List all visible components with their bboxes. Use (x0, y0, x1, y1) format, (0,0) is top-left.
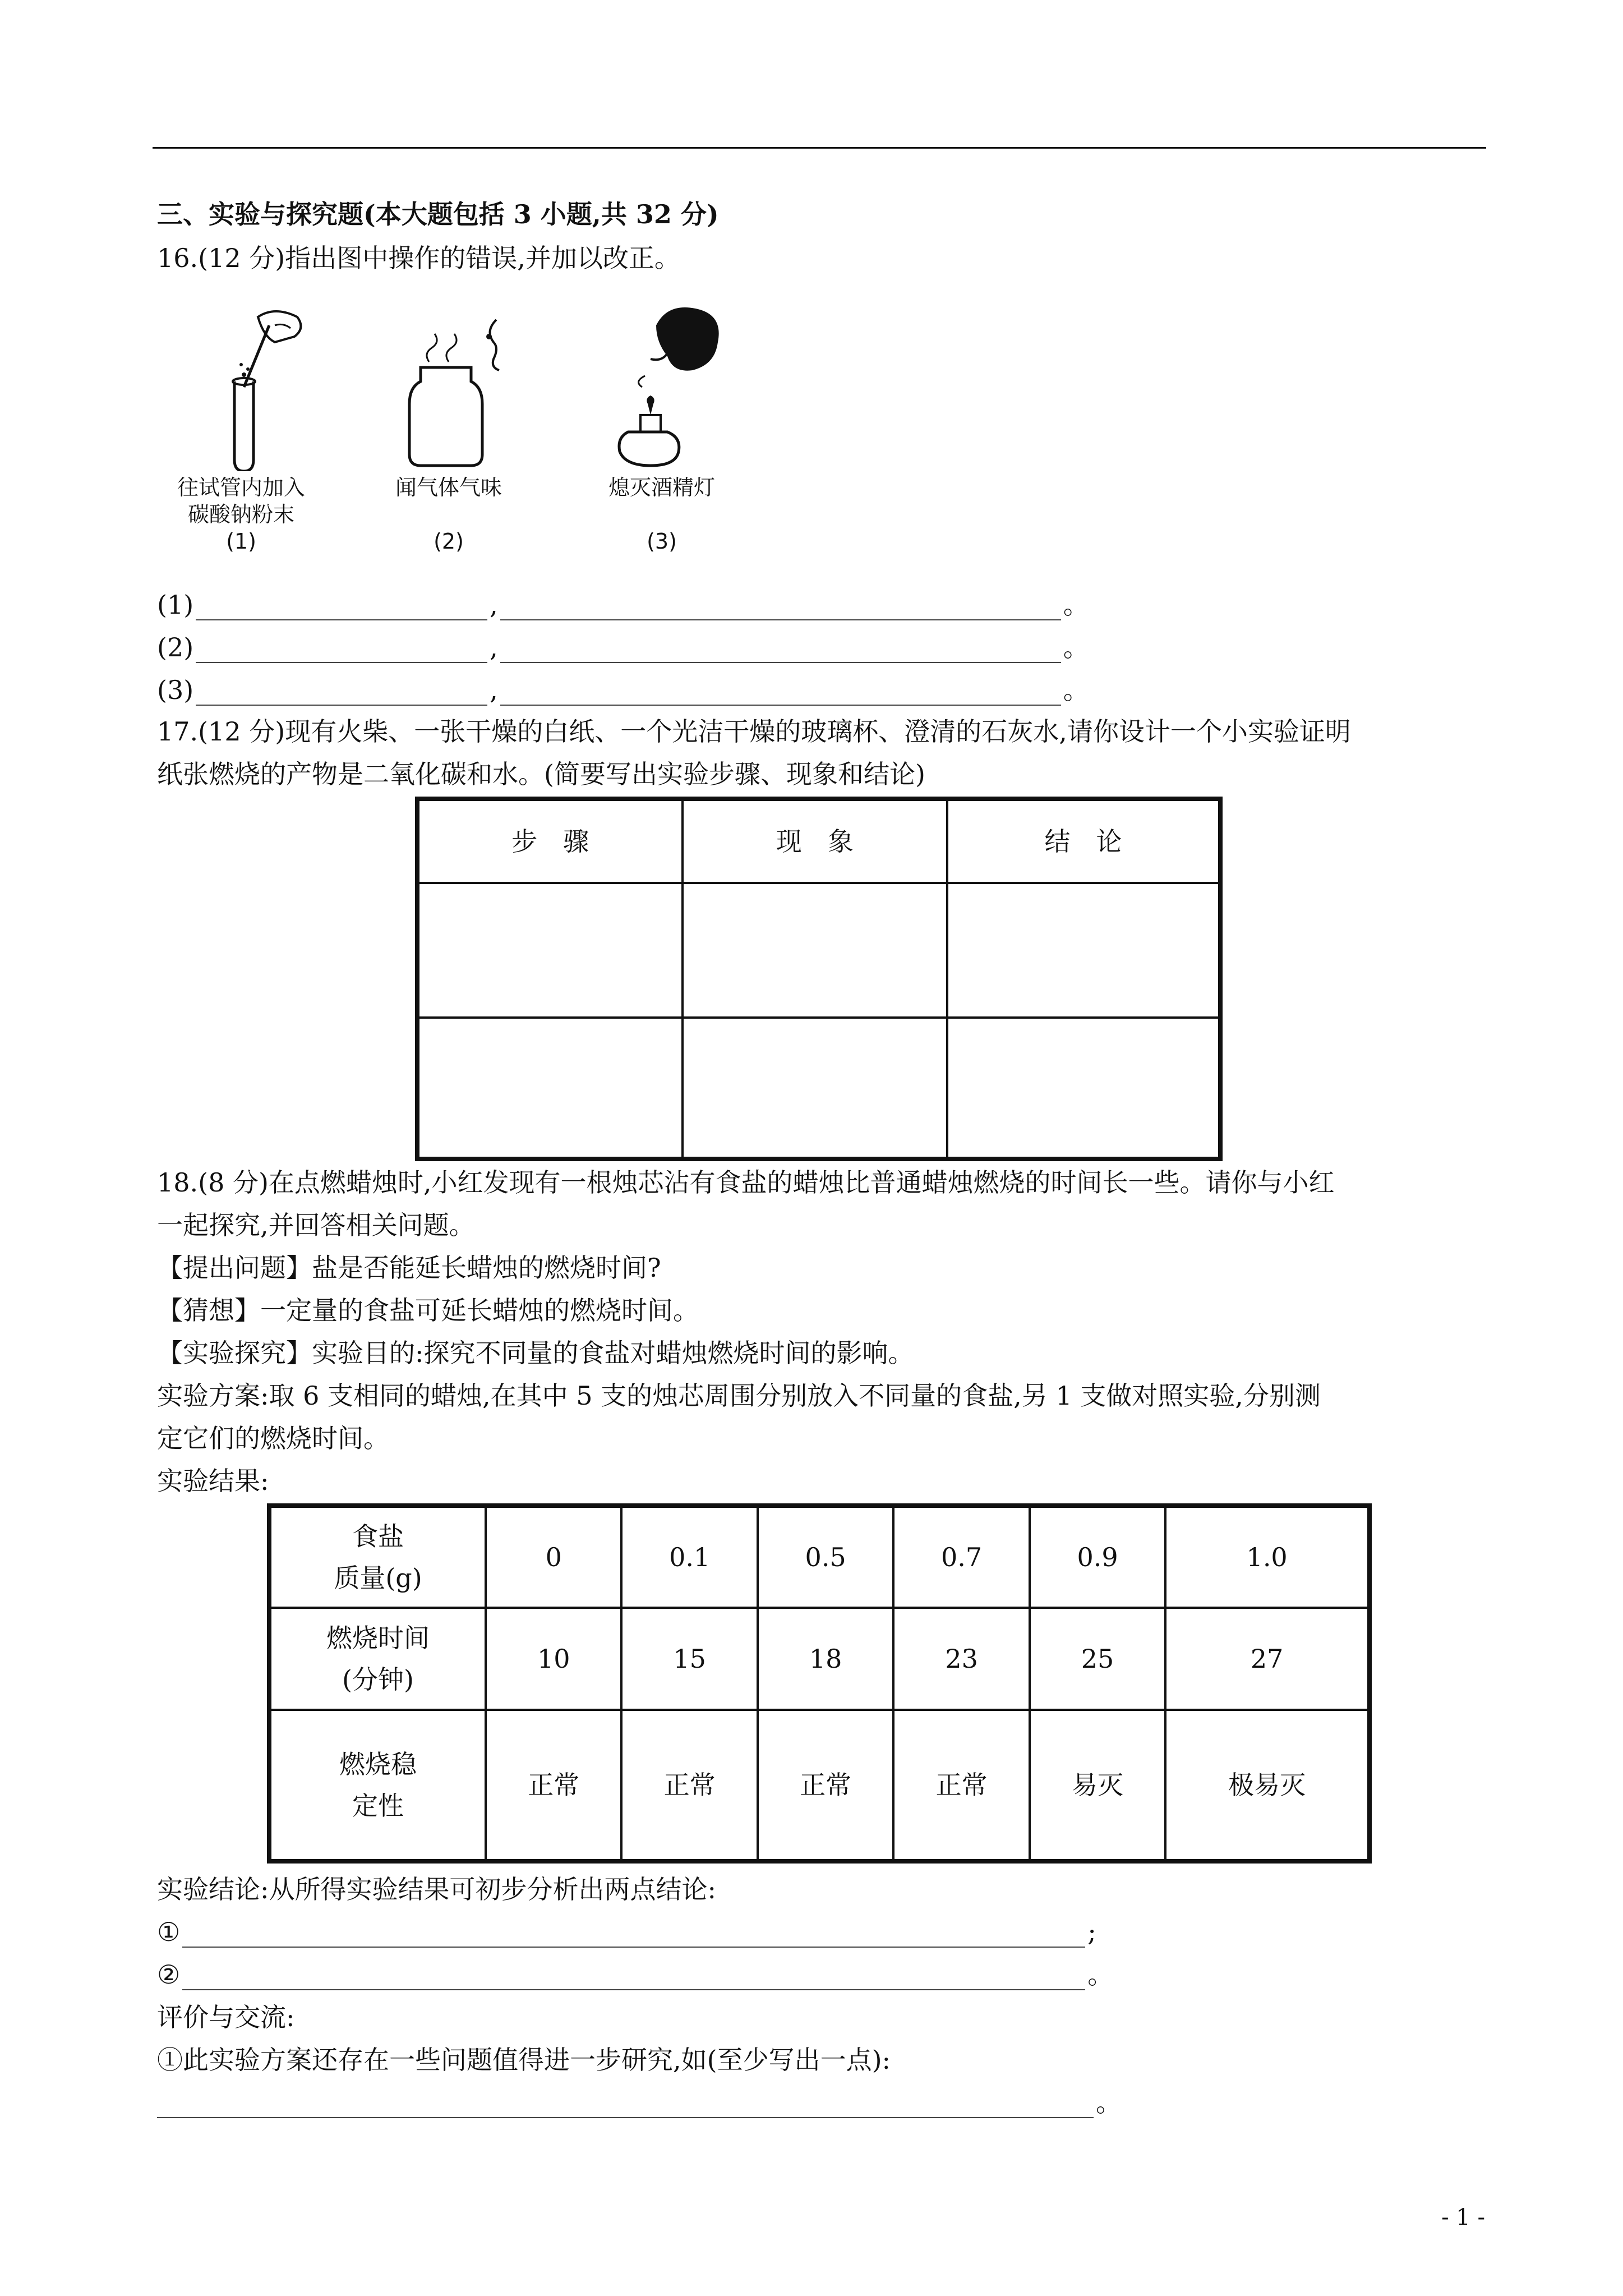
salt-mass-cell: 0.9 (1030, 1506, 1165, 1608)
conclusion-2-blank[interactable] (182, 1967, 1085, 1990)
row-header-burn-time: 燃烧时间 (分钟) (269, 1608, 486, 1710)
answer-1-blank-b[interactable] (500, 597, 1061, 620)
figure-2-number: (2) (434, 529, 464, 554)
stability-cell: 正常 (621, 1710, 757, 1861)
salt-mass-cell: 0.1 (621, 1506, 757, 1608)
stability-cell: 正常 (486, 1710, 621, 1861)
stability-cell: 易灭 (1030, 1710, 1165, 1861)
q17-cell[interactable] (683, 883, 948, 1018)
q17-cell[interactable] (417, 1018, 683, 1159)
q17-cell[interactable] (947, 1018, 1220, 1159)
conclusion-label: 实验结论:从所得实验结果可初步分析出两点结论: (157, 1874, 716, 1904)
q18-plan-line2: 定它们的燃烧时间。 (157, 1423, 389, 1453)
q18-result-label: 实验结果: (157, 1466, 269, 1496)
row-header-salt-mass: 食盐 质量(g) (269, 1506, 486, 1608)
salt-mass-cell: 0.7 (893, 1506, 1029, 1608)
q17-cell[interactable] (417, 883, 683, 1018)
q17-header-steps: 步 骤 (417, 799, 683, 883)
eval-1-answer-line: 。 (157, 2087, 1122, 2118)
answer-3-blank-a[interactable] (196, 682, 487, 706)
burn-time-cell: 23 (893, 1608, 1029, 1710)
figure-3-number: (3) (647, 529, 677, 554)
stability-cell: 极易灭 (1165, 1710, 1370, 1861)
figure-3-caption-line1: 熄灭酒精灯 (608, 475, 715, 500)
q18-hypothesis: 【猜想】一定量的食盐可延长蜡烛的燃烧时间。 (157, 1295, 699, 1326)
burn-time-cell: 27 (1165, 1608, 1370, 1710)
q17-header-conclusion: 结 论 (947, 799, 1220, 883)
answer-2-blank-b[interactable] (500, 639, 1061, 663)
answer-1-blank-a[interactable] (196, 597, 487, 620)
answer-line-3: (3) , 。 (157, 675, 1089, 705)
burn-time-cell: 10 (486, 1608, 621, 1710)
answer-3-blank-b[interactable] (500, 682, 1061, 706)
q17-table (415, 797, 1223, 1161)
q18-question: 【提出问题】盐是否能延长蜡烛的燃烧时间? (157, 1253, 661, 1283)
salt-mass-cell: 1.0 (1165, 1506, 1370, 1608)
q17-cell[interactable] (683, 1018, 948, 1159)
q17-cell[interactable] (947, 883, 1220, 1018)
q17-header-phenomena: 现 象 (683, 799, 948, 883)
test-tube-spoon-icon (163, 303, 320, 471)
page-number: - 1 - (1441, 2205, 1485, 2230)
q18-stem-line1: 18.(8 分)在点燃蜡烛时,小红发现有一根烛芯沾有食盐的蜡烛比普通蜡烛燃烧的时间长一些。请你与小红 (157, 1167, 1335, 1198)
header-rule (153, 147, 1486, 149)
eval-1: ①此实验方案还存在一些问题值得进一步研究,如(至少写出一点): (157, 2045, 891, 2075)
row-header-stability: 燃烧稳 定性 (269, 1710, 486, 1861)
salt-mass-cell: 0.5 (758, 1506, 893, 1608)
stability-cell: 正常 (893, 1710, 1029, 1861)
figure-1-caption-line2: 碳酸钠粉末 (187, 502, 294, 527)
burn-time-cell: 18 (758, 1608, 893, 1710)
figure-2-caption-line1: 闻气体气味 (395, 475, 502, 500)
section-title: 三、实验与探究题(本大题包括 3 小题,共 32 分) (157, 199, 719, 229)
q18-stem-line2: 一起探究,并回答相关问题。 (157, 1210, 475, 1240)
figure-1-number: (1) (226, 529, 256, 554)
burn-time-cell: 25 (1030, 1608, 1165, 1710)
stability-cell: 正常 (758, 1710, 893, 1861)
q18-explore: 【实验探究】实验目的:探究不同量的食盐对蜡烛燃烧时间的影响。 (157, 1338, 914, 1368)
conclusion-line-2: ② 。 (157, 1959, 1114, 1990)
burn-time-cell: 15 (621, 1608, 757, 1710)
conclusion-1-blank[interactable] (182, 1924, 1085, 1948)
eval-label: 评价与交流: (157, 2002, 295, 2032)
q17-stem-line1: 17.(12 分)现有火柴、一张干燥的白纸、一个光洁干燥的玻璃杯、澄清的石灰水,请你设计一个小实验证明 (157, 716, 1351, 747)
figure-1-caption-line1: 往试管内加入 (177, 475, 305, 500)
gas-bottle-smell-icon (387, 314, 522, 471)
salt-mass-cell: 0 (486, 1506, 621, 1608)
answer-line-1: (1) , 。 (157, 590, 1089, 620)
answer-line-2: (2) , 。 (157, 632, 1089, 662)
eval-1-blank[interactable] (157, 2095, 1094, 2118)
q16-stem: 16.(12 分)指出图中操作的错误,并加以改正。 (157, 243, 680, 273)
result-table (267, 1503, 1372, 1864)
q17-stem-line2: 纸张燃烧的产物是二氧化碳和水。(简要写出实验步骤、现象和结论) (157, 759, 925, 789)
conclusion-line-1: ① ; (157, 1917, 1096, 1947)
blow-lamp-icon (594, 303, 740, 471)
answer-2-blank-a[interactable] (196, 639, 487, 663)
q18-plan-line1: 实验方案:取 6 支相同的蜡烛,在其中 5 支的烛芯周围分别放入不同量的食盐,另 1 支做对照实验,分别测 (157, 1381, 1321, 1411)
